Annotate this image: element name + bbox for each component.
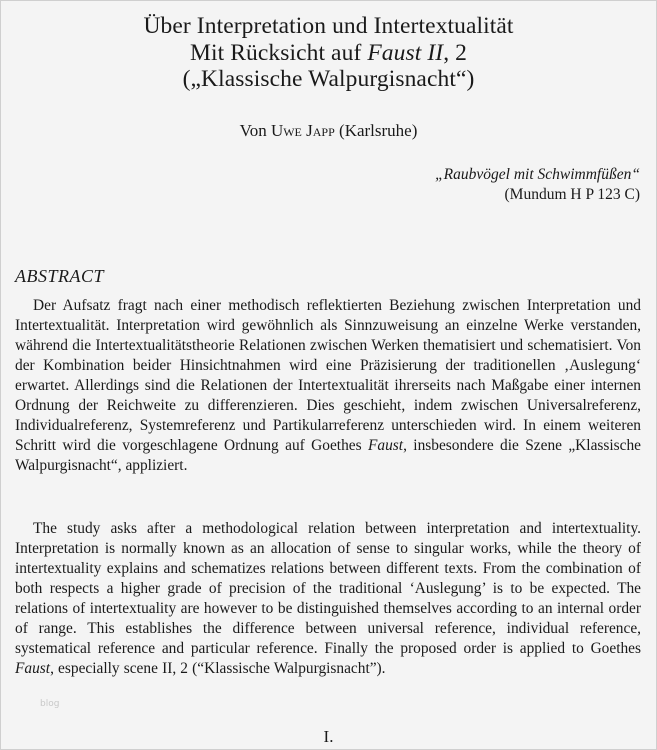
title-line-3: („Klassische Walpurgisnacht“)	[182, 66, 475, 92]
abstract-english-text-1: The study asks after a methodological relation between interpretation and intertextuality. Interpretation is normally known as an allocation of sense to singular works, while the theory of intertextuality explains and schematizes relations between different texts. From the combination of both respects a higher grade of precision of the traditional ‘Auslegung’ is to be expected. The relations of intertextuality are however to be distinguished themselves according to an internal order of range. This establishes the difference between universal reference, individual reference, systematical reference and particular reference. Finally the proposed order is applied to Goethes	[15, 520, 641, 657]
author-line	[1, 121, 656, 141]
title-line-2	[1, 40, 656, 67]
author-affiliation: (Karlsruhe)	[339, 121, 418, 140]
article-title	[1, 13, 656, 93]
abstract-german-text-1: Der Aufsatz fragt nach einer methodisch reflektierten Beziehung zwischen Interpretation und Intertextualität. Interpretation wird gewöhnlich als Sinnzuweisung an einzelne Werke verstanden, während die Intertextualitätstheorie Relationen zwischen Werken thematisiert und schematisiert. Von der Kombination beider Hinsichtnahmen wird eine Präzisierung der traditionellen ‚Auslegung‘ erwartet. Allerdings sind die Relationen der Intertextualität ihrerseits nach Maßgabe einer internen Ordnung der Reichweite zu differenzieren. Dies geschieht, indem zwischen Universalreferenz, Individualreferenz, Systemreferenz und Partikularreferenz unterschieden wird. In einem weiteren Schritt wird die vorgeschlagene Ordnung auf Goethes	[15, 297, 641, 454]
epigraph-source: (Mundum H P 123 C)	[504, 186, 640, 203]
abstract-heading: ABSTRACT	[15, 266, 105, 286]
title-line-2-italic: Faust II	[367, 39, 444, 66]
abstract-german-text-2: , insbesondere die Szene „Klassische Walpurgisnacht“, appliziert.	[15, 437, 642, 474]
abstract-english	[15, 519, 641, 679]
author-last-rest: app	[312, 121, 335, 140]
author-last-initial: J	[306, 121, 313, 140]
watermark: blog	[40, 699, 60, 709]
title-line-2-suffix: , 2	[443, 39, 468, 66]
epigraph	[435, 165, 640, 205]
title-line-1: Über Interpretation und Intertextualität	[143, 13, 514, 39]
epigraph-quote: „Raubvögel mit Schwimmfüßen“	[435, 166, 640, 183]
author-first-initial: U	[270, 121, 284, 140]
author-first-name	[271, 121, 302, 140]
author-first-rest: we	[283, 121, 302, 140]
section-number: I.	[323, 727, 334, 746]
author-prefix: Von	[239, 121, 271, 140]
title-line-2-prefix: Mit Rücksicht auf	[189, 39, 368, 66]
abstract-english-text-2: , especially scene II, 2 (“Klassische Walpurgisnacht”).	[50, 660, 386, 677]
author-last-name	[306, 121, 335, 140]
abstract-german	[15, 296, 641, 476]
abstract-german-italic: Faust	[368, 437, 404, 454]
abstract-english-italic: Faust	[15, 660, 51, 677]
